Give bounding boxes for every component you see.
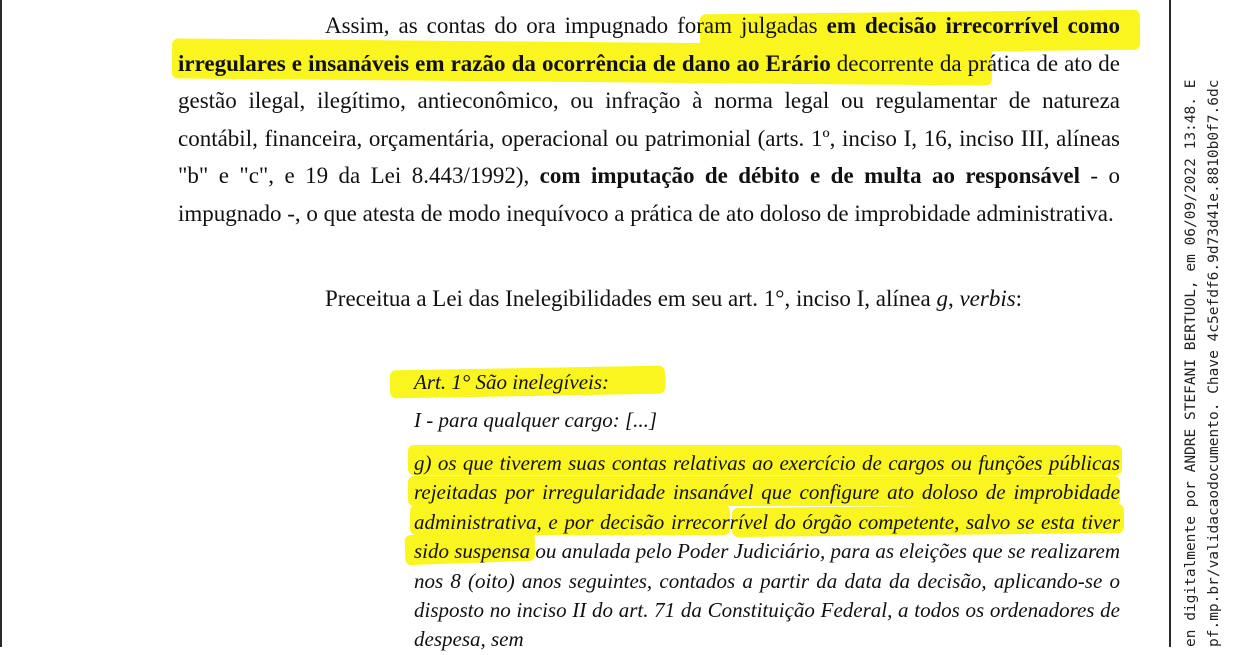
page-left-border [0, 0, 2, 647]
bold-phrase-imputacao-debito: com imputação de débito e de multa ao responsável [539, 163, 1080, 188]
bold-phrase-decisao-irrecorrivel: em decisão irrecorrível como irregulares e insanáveis em razão da ocorrência de dano ao Erário [178, 13, 1120, 76]
paragraph-contas-julgadas: Assim, as contas do ora impugnado foram julgadas em decisão irrecorrível como irregulares e insanáveis em razão da ocorrência de dano ao Erário decorrente da prática de ato de gestão ilegal, ilegítimo, antieconômico, ou infração à norma legal ou regulamentar de natureza contábil, financeira, orçamentária, operacional ou patrimonial (arts. 1º, inciso I, 16, inciso III, alíneas "b" e "c", e 19 da Lei 8.443/1992), com imputação de débito e de multa ao responsável - o impugnado -, o que atesta de modo inequívoco a prática de ato doloso de improbidade administrativa. [178, 13, 1120, 226]
paragraph-lei-inelegibilidades: Preceitua a Lei das Inelegibilidades em seu art. 1°, inciso I, alínea g, verbis: [325, 286, 1023, 311]
signature-stamp-line: pf.mp.br/validacaodocumento. Chave 4c5efdf6.9d73d41e.8810b0f7.6dc [1206, 79, 1222, 647]
digital-signature-stamp [1180, 0, 1226, 647]
quote-alinea-g: g) os que tiverem suas contas relativas ao exercício de cargos ou funções públicas rejeitadas por irregularidade insanável que configure ato doloso de improbidade administrativa, e por decisão irrecorrível do órgão competente, salvo se esta tiver sido suspensa ou anulada pelo Poder Judiciário, para as eleições que se realizarem nos 8 (oito) anos seguintes, contados a partir da data da decisão, aplicando-se o disposto no inciso II do art. 71 da Constituição Federal, a todos os ordenadores de despesa, sem [414, 451, 1120, 652]
signature-stamp-line: en digitalmente por ANDRE STEFANI BERTUOL, em 06/09/2022 13:48. E [1183, 79, 1199, 647]
quote-inciso-line: I - para qualquer cargo: [...] [414, 408, 658, 432]
page-right-border [1169, 0, 1171, 647]
quote-article-heading: Art. 1° São inelegíveis: [414, 370, 610, 394]
